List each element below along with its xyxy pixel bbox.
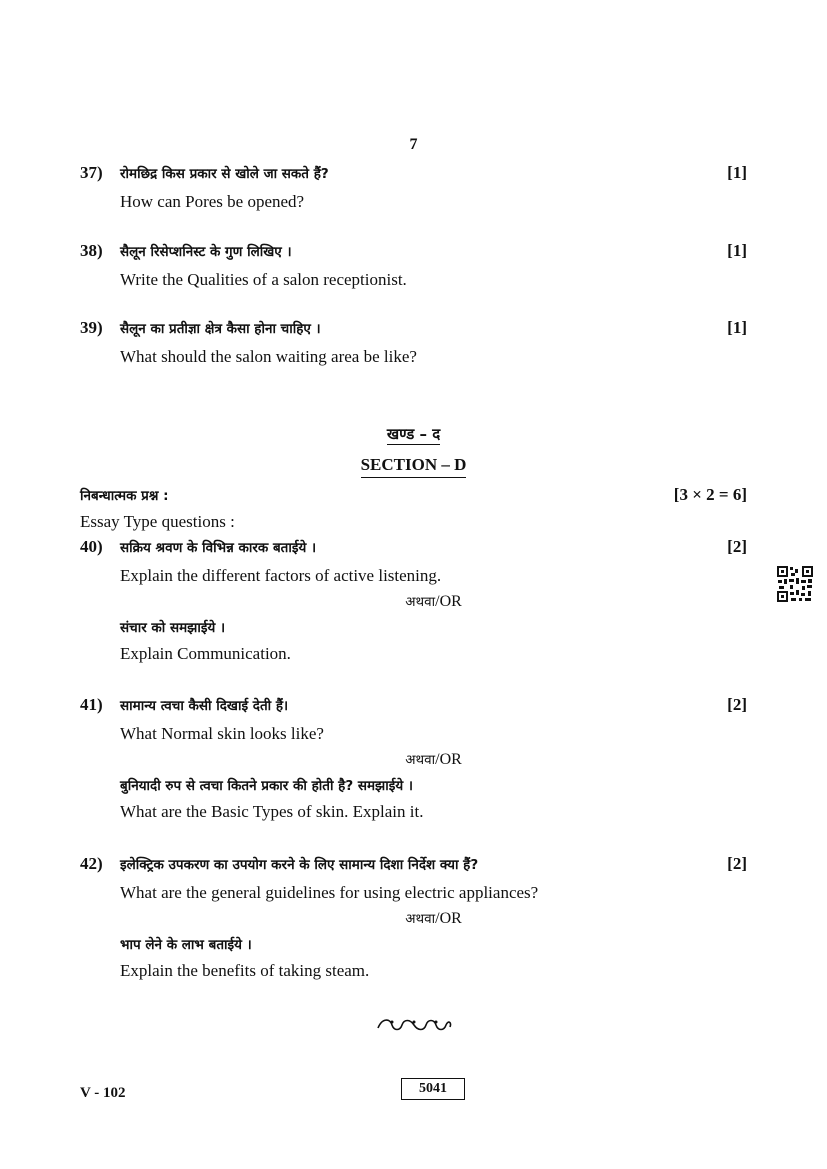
question-number: 38) — [80, 241, 103, 260]
question-marks: [2] — [727, 695, 747, 714]
or-separator: अथवा/OR — [405, 593, 462, 610]
page-code-box: 5041 — [401, 1078, 465, 1100]
question-number: 39) — [80, 318, 103, 337]
alternate-question-english: Explain the benefits of taking steam. — [120, 961, 370, 980]
question-text-english: What Normal skin looks like? — [120, 724, 324, 743]
alternate-question-hindi: संचार को समझाईये । — [120, 620, 226, 636]
qr-code-icon — [776, 565, 814, 603]
alternate-question-english: Explain Communication. — [120, 644, 291, 663]
question-text-english: What are the general guidelines for using electric appliances? — [120, 883, 539, 902]
question-41 — [80, 695, 747, 825]
alternate-question-hindi: बुनियादी रुप से त्वचा कितने प्रकार की होती है? समझाईये । — [120, 778, 414, 794]
or-separator: अथवा/OR — [405, 751, 462, 768]
section-title-hindi: खण्ड – द — [386, 425, 441, 443]
question-text-hindi: सैलून का प्रतीज्ञा क्षेत्र कैसा होना चाहिए । — [120, 321, 321, 337]
question-38 — [80, 241, 747, 293]
section-marks: [3 × 2 = 6] — [673, 485, 747, 504]
ornament-divider-icon — [0, 1016, 827, 1039]
question-37 — [80, 163, 747, 215]
question-number: 41) — [80, 695, 103, 714]
alternate-question-english: What are the Basic Types of skin. Explain it. — [120, 802, 424, 821]
paper-code: V - 102 — [80, 1085, 126, 1101]
question-marks: [1] — [727, 163, 747, 182]
alternate-question-hindi: भाप लेने के लाभ बताईये । — [120, 937, 252, 953]
question-40 — [80, 537, 747, 667]
question-number: 40) — [80, 537, 103, 556]
question-type-hindi: निबन्धात्मक प्रश्न : — [80, 488, 169, 504]
page-number: 7 — [409, 136, 418, 153]
question-marks: [2] — [727, 854, 747, 873]
question-number: 37) — [80, 163, 103, 182]
question-text-hindi: सक्रिय श्रवण के विभिन्न कारक बताईये । — [120, 540, 317, 556]
question-number: 42) — [80, 854, 103, 873]
question-text-hindi: इलेक्ट्रिक उपकरण का उपयोग करने के लिए सामान्य दिशा निर्देश क्या हैं? — [120, 857, 479, 873]
question-text-english: Write the Qualities of a salon receptionist. — [120, 270, 407, 289]
question-text-english: How can Pores be opened? — [120, 192, 305, 211]
question-marks: [1] — [727, 241, 747, 260]
question-39 — [80, 318, 747, 370]
question-type-english: Essay Type questions : — [80, 512, 235, 531]
or-separator: अथवा/OR — [405, 910, 462, 927]
question-42 — [80, 854, 747, 984]
section-title-english: SECTION – D — [0, 455, 827, 475]
question-text-english: Explain the different factors of active listening. — [120, 566, 442, 585]
question-text-hindi: सामान्य त्वचा कैसी दिखाई देती हैं। — [120, 698, 289, 714]
question-text-hindi: रोमछिद्र किस प्रकार से खोले जा सकते हैं? — [120, 166, 329, 182]
question-text-hindi: सैलून रिसेप्शनिस्ट के गुण लिखिए । — [120, 244, 292, 260]
question-marks: [2] — [727, 537, 747, 556]
question-text-english: What should the salon waiting area be like? — [120, 347, 417, 366]
question-marks: [1] — [727, 318, 747, 337]
